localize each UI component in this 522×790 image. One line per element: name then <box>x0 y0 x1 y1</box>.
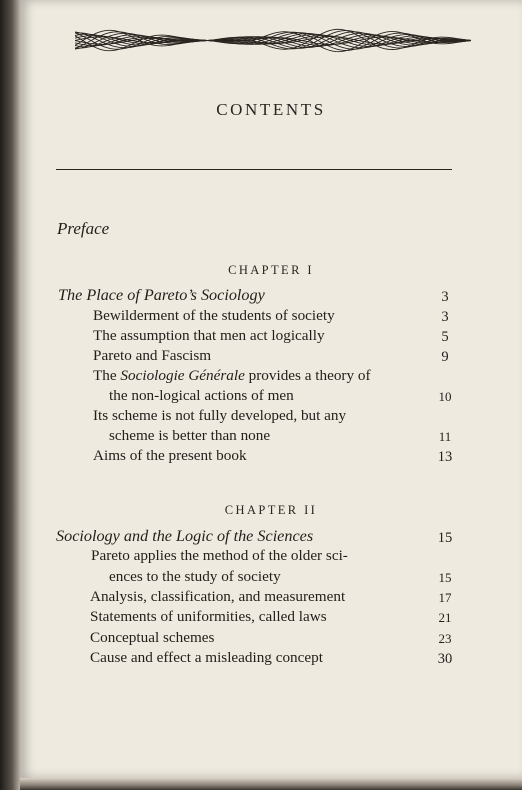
toc-entry-1-4-italic: Sociologie Générale <box>120 367 245 384</box>
toc-page-2-1: 15 <box>438 570 452 585</box>
chapter-1-title-page: 3 <box>441 289 449 305</box>
toc-entry-1-4-line2: the non-logical actions of men <box>109 387 294 404</box>
toc-entry-1-3: Pareto and Fascism <box>93 347 212 364</box>
chapter-1-label: CHAPTER I <box>228 263 314 277</box>
toc-entry-2-3: Statements of uniformities, called laws <box>90 608 327 625</box>
toc-page-1-1: 3 <box>441 309 449 325</box>
book-page <box>20 0 522 778</box>
toc-page-1-4: 10 <box>438 389 452 404</box>
toc-entry-2-1-line2: ences to the study of society <box>109 568 281 585</box>
toc-entry-2-5: Cause and effect a misleading concept <box>90 649 323 666</box>
toc-entry-1-5: Its scheme is not fully developed, but any <box>93 407 347 424</box>
toc-entry-1-4 <box>93 367 371 385</box>
toc-entry-1-4-post: provides a theory of <box>244 367 371 384</box>
toc-page-1-5: 11 <box>438 429 452 444</box>
decorative-ornament-band <box>75 28 472 53</box>
toc-entry-2-4: Conceptual schemes <box>90 629 215 646</box>
toc-page-1-2: 5 <box>441 329 449 345</box>
title-rule <box>56 169 452 170</box>
page-title: CONTENTS <box>216 100 326 119</box>
toc-page-2-4: 23 <box>438 631 452 646</box>
book-bottom-edge <box>20 778 522 790</box>
toc-page-1-6: 13 <box>437 449 453 465</box>
toc-page-1-3: 9 <box>441 349 449 365</box>
toc-entry-1-2: The assumption that men act logically <box>93 327 325 344</box>
chapter-2-label: CHAPTER II <box>224 503 318 517</box>
preface-entry: Preface <box>57 219 110 238</box>
toc-entry-1-1: Bewilderment of the students of society <box>93 307 335 324</box>
toc-entry-2-1: Pareto applies the method of the older sci- <box>91 547 348 564</box>
chapter-1-title: The Place of Pareto’s Sociology <box>58 286 265 304</box>
toc-page-2-5: 30 <box>437 651 453 667</box>
chapter-2-title: Sociology and the Logic of the Sciences <box>56 527 314 545</box>
toc-page-2-2: 17 <box>438 590 452 605</box>
book-spine-shadow <box>0 0 20 790</box>
chapter-2-title-page: 15 <box>437 530 453 546</box>
toc-entry-1-4-pre: The <box>93 367 121 384</box>
toc-entry-2-2: Analysis, classification, and measurement <box>90 588 346 605</box>
toc-page-2-3: 21 <box>438 610 452 625</box>
toc-entry-1-5-line2: scheme is better than none <box>109 427 271 444</box>
toc-entry-1-6: Aims of the present book <box>93 447 247 464</box>
